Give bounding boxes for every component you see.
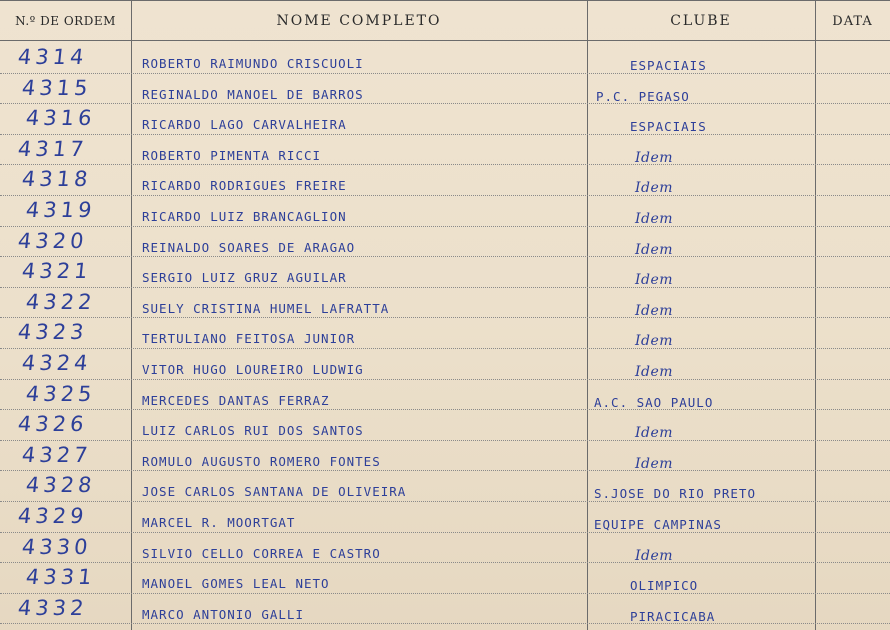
entry-club: ESPACIAIS [630,58,707,73]
entry-club: PIRACICABA [630,608,716,624]
entry-number: 4327 [20,442,93,467]
row-rule [0,532,890,533]
header-top-rule [0,0,890,1]
entry-number: 4331 [24,565,97,590]
entry-full-name: ROBERTO PIMENTA RICCI [142,147,322,163]
column-divider-clube [815,0,816,630]
header-clube: CLUBE [670,13,732,29]
entry-club: Idem [635,364,674,380]
entry-full-name: SILVIO CELLO CORREA E CASTRO [142,545,381,561]
entry-number: 4319 [24,198,97,222]
entry-club: Idem [635,241,674,258]
header-ordem: N.º DE ORDEM [15,14,116,28]
entry-number: 4322 [24,289,97,314]
entry-full-name: RICARDO LUIZ BRANCAGLION [142,209,347,224]
entry-full-name: ROBERTO RAIMUNDO CRISCUOLI [142,56,364,71]
entry-club: Idem [635,302,674,319]
row-rule [0,226,890,227]
entry-full-name: REGINALDO MANOEL DE BARROS [142,86,364,102]
header-nome: NOME COMPLETO [276,13,442,29]
entry-number: 4324 [20,351,93,375]
entry-number: 4316 [24,106,97,131]
row-rule [0,317,890,318]
entry-club: Idem [635,149,674,166]
row-rule [0,134,890,135]
entry-club: ESPACIAIS [630,119,707,135]
entry-club: S.JOSE DO RIO PRETO [594,486,756,502]
row-rule [0,409,890,410]
entry-full-name: LUIZ CARLOS RUI DOS SANTOS [142,423,364,439]
entry-club: Idem [635,211,674,227]
entry-number: 4328 [24,473,97,498]
row-rule [0,470,890,471]
entry-full-name: MARCO ANTONIO GALLI [142,606,304,622]
entry-number: 4321 [20,259,93,284]
row-rule [0,623,890,624]
entry-number: 4330 [20,534,93,559]
entry-number: 4317 [16,136,89,161]
entry-number: 4332 [16,595,89,620]
column-divider-nome [587,0,588,630]
entry-club: Idem [635,272,674,289]
entry-full-name: RICARDO RODRIGUES FREIRE [142,178,347,194]
row-rule [0,379,890,380]
entry-full-name: MERCEDES DANTAS FERRAZ [142,392,330,408]
row-rule [0,103,890,104]
entry-full-name: MARCEL R. MOORTGAT [142,515,296,530]
header-data: DATA [832,13,873,29]
row-rule [0,348,890,349]
entry-full-name: MANOEL GOMES LEAL NETO [142,576,330,592]
row-rule [0,440,890,441]
header-bottom-rule [0,40,890,41]
column-divider-ordem [131,0,132,630]
entry-full-name: RICARDO LAGO CARVALHEIRA [142,117,347,133]
entry-number: 4320 [16,228,89,253]
entry-number: 4315 [20,75,93,100]
entry-full-name: JOSE CARLOS SANTANA DE OLIVEIRA [142,484,407,500]
entry-club: Idem [635,180,674,197]
entry-number: 4318 [20,167,93,192]
entry-club: EQUIPE CAMPINAS [594,517,722,532]
row-rule [0,287,890,288]
entry-number: 4325 [24,381,97,406]
entry-club: P.C. PEGASO [596,88,690,104]
entry-number: 4323 [16,320,89,345]
entry-club: OLIMPICO [630,578,699,594]
row-rule [0,593,890,594]
entry-club: Idem [635,425,674,442]
entry-full-name: TERTULIANO FEITOSA JUNIOR [142,331,356,347]
row-rule [0,501,890,502]
row-rule [0,164,890,165]
entry-full-name: SERGIO LUIZ GRUZ AGUILAR [142,270,347,286]
entry-number: 4326 [16,412,89,437]
entry-number: 4314 [16,45,89,69]
row-rule [0,562,890,563]
entry-full-name: ROMULO AUGUSTO ROMERO FONTES [142,453,381,469]
row-rule [0,73,890,74]
entry-club: Idem [635,547,674,564]
entry-full-name: REINALDO SOARES DE ARAGAO [142,239,356,255]
row-rule [0,256,890,257]
entry-number: 4329 [16,504,89,528]
entry-club: Idem [635,333,674,350]
entry-full-name: SUELY CRISTINA HUMEL LAFRATTA [142,300,390,316]
row-rule [0,195,890,196]
entry-club: Idem [635,455,674,472]
entry-club: A.C. SAO PAULO [594,394,714,410]
entry-full-name: VITOR HUGO LOUREIRO LUDWIG [142,362,364,377]
